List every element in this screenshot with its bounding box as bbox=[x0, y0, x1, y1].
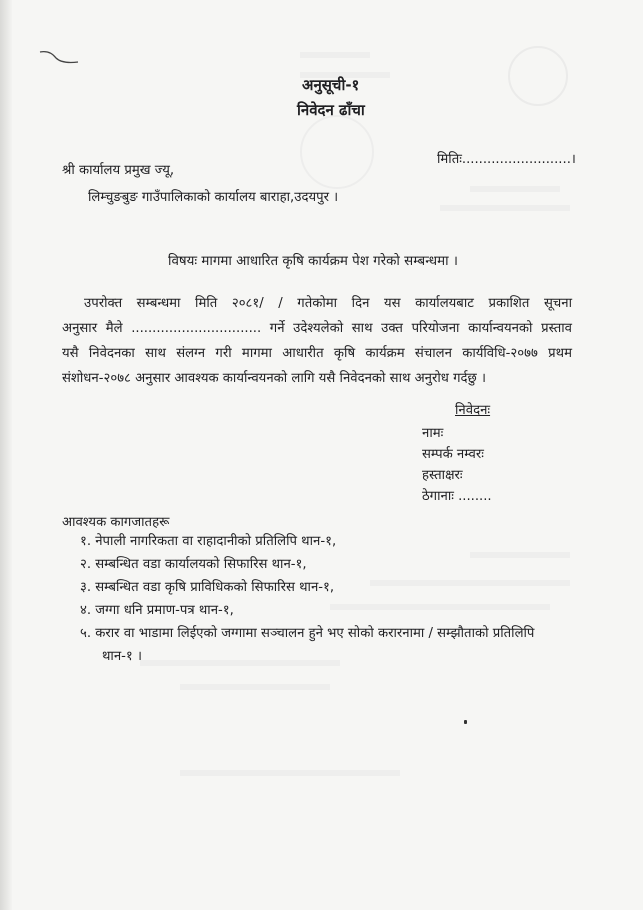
applicant-address-label: ठेगानाः ........ bbox=[422, 489, 492, 504]
applicant-contact-label: सम्पर्क नम्वरः bbox=[422, 447, 484, 462]
applicant-heading: निवेदनः bbox=[455, 403, 491, 418]
list-item: २. सम्बन्धित वडा कार्यालयको सिफारिस थान-१, bbox=[80, 557, 307, 572]
subject-line: विषयः मागमा आधारित कृषि कार्यक्रम पेश गरेको सम्बन्धमा । bbox=[168, 254, 458, 269]
ghost-seal bbox=[508, 46, 568, 106]
documents-list bbox=[80, 530, 580, 668]
body-line: संशोधन-२०७८ अनुसार आवश्यक कार्यान्वयनको लागि यसै निवेदनको साथ अनुरोध गर्दछु । bbox=[62, 371, 486, 386]
list-item-continuation: थान-१ । bbox=[102, 649, 142, 664]
date-field: मितिः..........................। bbox=[437, 152, 576, 167]
list-item: ४. जग्गा धनि प्रमाण-पत्र थान-१, bbox=[80, 603, 234, 618]
body-paragraph bbox=[62, 291, 572, 391]
list-item: १. नेपाली नागरिकता वा राहादानीको प्रतिलिपि थान-१, bbox=[80, 534, 337, 549]
ghost-text bbox=[300, 52, 370, 58]
annex-heading: अनुसूची-१ bbox=[302, 76, 360, 94]
ghost-text bbox=[470, 186, 560, 192]
addressee-line-1: श्री कार्यालय प्रमुख ज्यू, bbox=[62, 163, 175, 178]
body-line: उपरोक्त सम्बन्धमा मिति २०८१/ / गतेकोमा दिन यस कार्यालयबाट प्रकाशित सूचना bbox=[84, 296, 572, 311]
ink-dot bbox=[464, 720, 467, 724]
body-line: यसै निवेदनका साथ संलग्न गरी मागमा आधारीत कृषि कार्यक्रम संचालन कार्यविधि-२०७७ प्रथम bbox=[62, 346, 572, 361]
form-title: निवेदन ढाँचा bbox=[297, 101, 365, 119]
ghost-text bbox=[440, 205, 570, 211]
ghost-stamp bbox=[300, 115, 374, 189]
body-line: अनुसार मैले ............................... गर्ने उदेश्यलेको साथ उक्त परियोजना कार्यान्वयनको प्रस्ताव bbox=[62, 321, 572, 336]
pen-mark bbox=[38, 48, 80, 68]
documents-heading: आवश्यक कागजातहरू bbox=[62, 515, 170, 530]
ghost-text bbox=[180, 770, 400, 776]
applicant-name-label: नामः bbox=[422, 426, 444, 441]
ghost-text bbox=[180, 684, 330, 690]
list-item: ५. करार वा भाडामा लिईएको जग्गामा सञ्चालन हुने भए सोको करारनामा / सम्झौताको प्रतिलिपि bbox=[80, 626, 535, 641]
list-item: ३. सम्बन्धित वडा कृषि प्राविधिकको सिफारिस थान-१, bbox=[80, 580, 335, 595]
addressee-line-2: लिम्चुङबुङ गाउँपालिकाको कार्यालय बाराहा,उदयपुर । bbox=[88, 190, 339, 205]
applicant-signature-label: हस्ताक्षरः bbox=[422, 468, 463, 483]
